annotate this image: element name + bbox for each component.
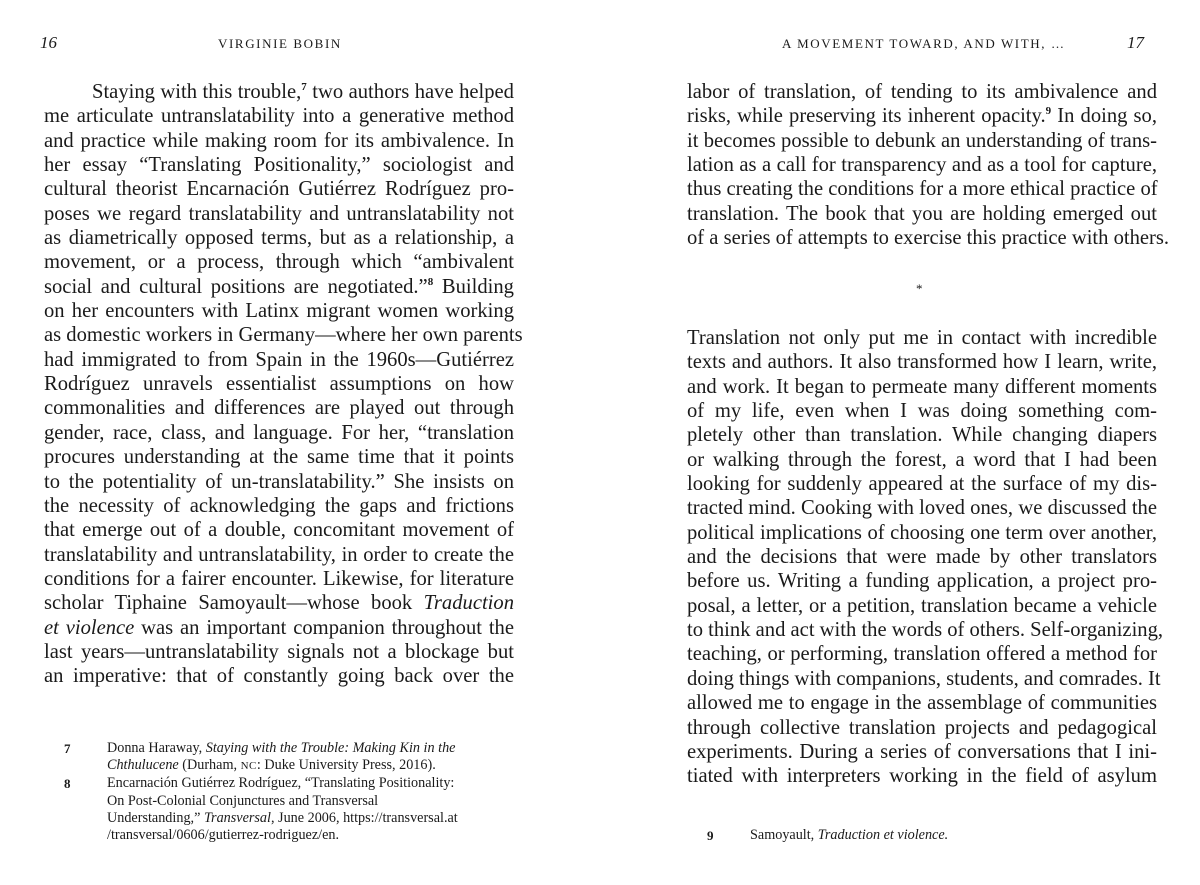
text-line	[687, 375, 1157, 399]
text-line	[44, 299, 514, 323]
text-line	[44, 591, 514, 615]
text-run: was an important companion throughout the	[134, 616, 514, 639]
text-line	[44, 664, 514, 688]
text-line	[687, 104, 1157, 128]
text-line	[687, 80, 1157, 104]
running-head-chapter: A MOVEMENT TOWARD, AND WITH, …	[782, 36, 1066, 51]
text-line	[687, 667, 1161, 691]
text-run: Understanding,”	[107, 809, 204, 826]
footnote-line	[107, 775, 527, 792]
text-line	[44, 129, 514, 153]
text-run: conditions for a fairer encounter. Likewise, for literature	[44, 567, 514, 590]
footnote-line	[107, 757, 527, 775]
text-run: to the potentiality of un-translatability.” She insists on	[44, 470, 514, 493]
text-line	[687, 716, 1157, 740]
text-run: or walking through the forest, a word that I had been	[687, 448, 1157, 471]
text-line	[687, 764, 1157, 788]
text-run: Samoyault,	[750, 827, 818, 843]
text-line	[44, 226, 514, 250]
text-line	[687, 226, 1170, 250]
footnote-number: 9	[707, 828, 714, 843]
text-run: pletely other than translation. While changing diapers	[687, 424, 1157, 447]
text-run: Staying with this trouble,	[92, 81, 302, 103]
text-run: cultural theorist Encarnación Gutiérrez Rodríguez pro-	[44, 178, 514, 201]
footnote-line	[750, 827, 1150, 844]
text-run: , June 2006, https://transversal.at	[270, 809, 458, 826]
text-line	[44, 543, 514, 567]
text-run: last years—untranslatability signals not a blockage but	[44, 640, 514, 663]
text-run: an imperative: that of constantly going back over the	[44, 665, 514, 688]
text-line	[687, 350, 1157, 374]
section-break-asterisk: *	[916, 281, 923, 296]
footnote-marker: 7	[301, 81, 307, 93]
text-line	[687, 177, 1157, 201]
text-run: looking for suddenly appeared at the surface of my dis-	[687, 473, 1157, 496]
text-line	[687, 691, 1157, 715]
text-run: scholar Tiphaine Samoyault—whose book	[44, 592, 424, 615]
text-run: procures understanding at the same time that it points	[44, 446, 514, 469]
text-run: and the decisions that were made by other translators	[687, 546, 1157, 569]
text-run: Rodríguez unravels essentialist assumptions on how	[44, 373, 514, 396]
text-line	[687, 642, 1157, 666]
text-run: In doing so,	[1051, 105, 1157, 128]
text-line	[687, 569, 1157, 593]
footnote-line	[107, 827, 527, 844]
text-run: lation as a call for transparency and as a tool for capture,	[687, 154, 1157, 177]
text-run: translation. The book that you are holding emerged out	[687, 202, 1157, 225]
text-line	[44, 202, 514, 226]
text-run: On Post-Colonial Conjunctures and Transversal	[107, 792, 379, 809]
text-line	[44, 153, 514, 177]
text-line	[44, 80, 514, 104]
text-run: that emerge out of a double, concomitant movement of	[44, 519, 514, 542]
text-run: teaching, or performing, translation offered a method for	[687, 643, 1157, 666]
footnote-marker: 9	[1045, 105, 1052, 118]
text-run: commonalities and differences are played out through	[44, 397, 514, 420]
text-line	[44, 421, 514, 445]
text-run: labor of translation, of tending to its ambivalence and	[687, 81, 1157, 103]
italic-title: Transversal	[203, 809, 271, 826]
text-line	[687, 448, 1157, 472]
text-run: two authors have helped	[306, 81, 514, 103]
text-line	[44, 275, 514, 299]
text-run: her essay “Translating Positionality,” sociologist and	[44, 154, 514, 177]
text-line	[44, 518, 514, 542]
italic-title: et violence	[44, 616, 135, 639]
text-line	[44, 177, 514, 201]
text-run: social and cultural positions are negotiated.”	[44, 275, 428, 298]
right-paragraph-2	[687, 326, 1164, 789]
text-line	[687, 496, 1157, 520]
text-run: translatability and untranslatability, in order to create the	[44, 543, 514, 566]
right-page	[600, 0, 1200, 885]
footnote-number: 7	[64, 741, 71, 756]
text-run: before us. Writing a funding application, a project pro-	[687, 570, 1157, 593]
text-line	[687, 521, 1157, 545]
italic-title: Chthulucene	[107, 757, 179, 774]
text-run: /transversal/0606/gutierrez-rodriguez/en.	[107, 827, 340, 844]
text-line	[687, 326, 1157, 350]
text-run: experiments. During a series of conversations that I ini-	[687, 740, 1157, 763]
text-run: political implications of choosing one term over another,	[687, 521, 1157, 544]
text-run: texts and authors. It also transformed how I learn, write,	[687, 351, 1157, 374]
italic-title: Staying with the Trouble: Making Kin in the	[205, 740, 456, 756]
text-run: of a series of attempts to exercise this practice with others.	[687, 227, 1170, 250]
text-line	[44, 323, 523, 347]
italic-title: Traduction et violence.	[817, 827, 949, 843]
text-line	[44, 348, 514, 372]
text-run: and work. It began to permeate many different moments	[687, 375, 1157, 398]
text-run: of my life, even when I was doing something com-	[687, 400, 1157, 423]
text-run: me articulate untranslatability into a generative method	[44, 105, 514, 128]
text-line	[687, 472, 1157, 496]
text-line	[687, 399, 1157, 423]
text-run: (Durham,	[178, 757, 241, 774]
small-caps: NC	[240, 760, 257, 773]
text-run: it becomes possible to debunk an understanding of trans-	[687, 129, 1157, 152]
text-line	[44, 372, 514, 396]
page-number: 17	[1127, 33, 1144, 52]
text-line	[44, 616, 514, 640]
text-line	[44, 104, 514, 128]
text-line	[44, 396, 514, 420]
text-line	[44, 250, 514, 274]
text-run: Translation not only put me in contact with incredible	[687, 327, 1157, 349]
footnote-line	[107, 740, 527, 757]
text-run: to think and act with the words of others. Self-organizing,	[687, 619, 1164, 642]
text-line	[687, 153, 1157, 177]
footnote-marker: 8	[427, 275, 434, 288]
text-run: doing things with companions, students, and comrades. It	[687, 667, 1161, 690]
text-line	[687, 618, 1164, 642]
text-run: as domestic workers in Germany—where her own parents	[44, 324, 523, 347]
text-run: the necessity of acknowledging the gaps and frictions	[44, 494, 514, 517]
footnote	[64, 775, 527, 844]
text-run: and practice while making room for its ambivalence. In	[44, 129, 514, 152]
text-line	[44, 567, 514, 591]
text-run: : Duke University Press, 2016).	[256, 757, 436, 774]
text-run: allowed me to engage in the assemblage of communities	[687, 692, 1157, 715]
text-line	[44, 445, 514, 469]
page-number: 16	[40, 33, 57, 52]
text-line	[687, 740, 1157, 764]
text-run: Donna Haraway,	[107, 740, 206, 756]
text-run: thus creating the conditions for a more ethical practice of	[687, 178, 1158, 201]
text-run: tracted mind. Cooking with loved ones, we discussed the	[687, 497, 1157, 520]
footnote	[707, 827, 1150, 844]
text-run: tiated with interpreters working in the field of asylum	[687, 765, 1157, 788]
right-footnotes	[707, 827, 1150, 844]
text-line	[44, 640, 514, 664]
footnote-line	[107, 810, 527, 827]
text-line	[687, 423, 1157, 447]
text-run: movement, or a process, through which “ambivalent	[44, 251, 514, 274]
text-line	[44, 494, 514, 518]
left-footnotes	[64, 740, 527, 844]
left-body-text	[44, 80, 523, 689]
text-line	[687, 129, 1157, 153]
text-run: on her encounters with Latinx migrant women working	[44, 300, 514, 323]
running-head-author: VIRGINIE BOBIN	[218, 36, 342, 51]
text-line	[687, 594, 1157, 618]
text-run: posal, a letter, or a petition, translation became a vehicle	[687, 594, 1157, 617]
text-run: through collective translation projects and pedagogical	[687, 716, 1157, 739]
italic-title: Traduction	[423, 592, 514, 615]
footnote	[64, 740, 527, 775]
footnote-number: 8	[64, 776, 71, 792]
text-run: gender, race, class, and language. For her, “translation	[44, 421, 514, 444]
text-run: Encarnación Gutiérrez Rodríguez, “Translating Positionality:	[107, 775, 455, 792]
text-run: risks, while preserving its inherent opacity.	[687, 105, 1046, 128]
right-paragraph-1	[687, 80, 1170, 250]
text-run: had immigrated to from Spain in the 1960s—Gutiérrez	[44, 348, 514, 371]
text-run: poses we regard translatability and untranslatability not	[44, 202, 514, 225]
text-line	[687, 545, 1157, 569]
text-run: as diametrically opposed terms, but as a relationship, a	[44, 227, 514, 250]
text-line	[687, 202, 1157, 226]
text-line	[44, 470, 514, 494]
footnote-line	[107, 793, 527, 810]
text-run: Building	[433, 275, 514, 298]
